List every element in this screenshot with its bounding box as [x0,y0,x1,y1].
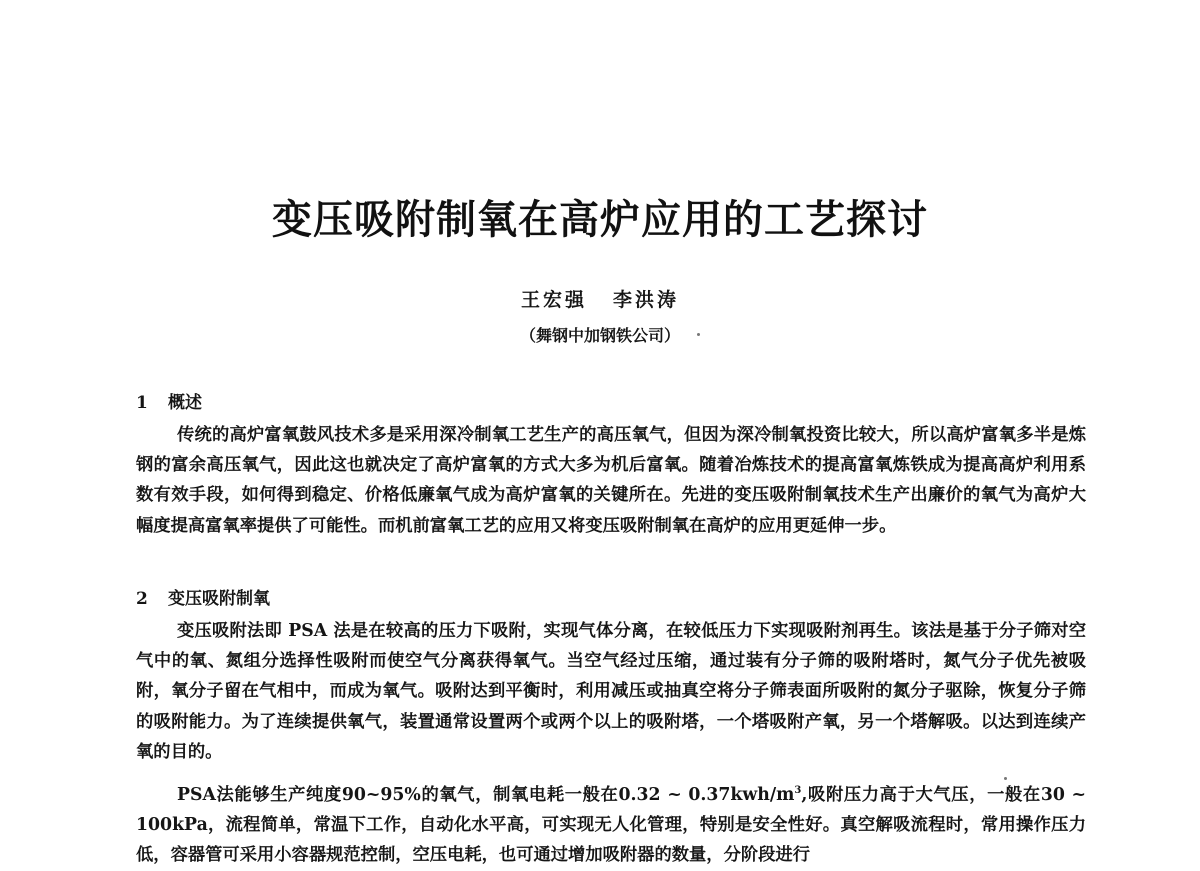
paper-title: 变压吸附制氧在高炉应用的工艺探讨 [272,196,928,243]
section-title: 变压吸附制氧 [168,589,270,609]
section-title: 概述 [168,393,202,413]
superscript: 3 [794,785,802,797]
author-name: 李洪涛 [613,289,680,311]
section-number: 2 [136,589,148,609]
paragraph-text: PSA法能够生产纯度90~95%的氧气，制氧电耗一般在0.32 ~ 0.37kwh/m [177,785,795,805]
author-list [0,285,1200,312]
author-name: 王宏强 [520,289,587,311]
author-affiliation: （舞钢中加钢铁公司） [519,326,680,345]
scan-speck [697,333,700,336]
section-heading [136,587,270,611]
section-number: 1 [136,393,148,413]
scan-speck [1004,777,1007,780]
body-paragraph: 传统的高炉富氧鼓风技术多是采用深冷制氧工艺生产的高压氧气，但因为深冷制氧投资比较大，所以高炉富氧多半是炼钢的富余高压氧气，因此这也就决定了高炉富氧的方式大多为机后富氧。随着冶炼技术的提高富氧炼铁成为提高高炉利用系数有效手段，如何得到稳定、价格低廉氧气成为高炉富氧的关键所在。先进的变压吸附制氧技术生产出廉价的氧气为高炉大幅度提高富氧率提供了可能性。而机前富氧工艺的应用又将变压吸附制氧在高炉的应用更延伸一步。 [136,425,1086,536]
section-heading [136,391,202,415]
body-paragraph: 变压吸附法即 PSA 法是在较高的压力下吸附，实现气体分离，在较低压力下实现吸附剂再生。该法是基于分子筛对空气中的氧、氮组分选择性吸附而使空气分离获得氧气。当空气经过压缩，通过装有分子筛的吸附塔时，氮气分子优先被吸附，氧分子留在气相中，而成为氧气。吸附达到平衡时，利用减压或抽真空将分子筛表面所吸附的氮分子驱除，恢复分子筛的吸附能力。为了连续提供氧气，装置通常设置两个或两个以上的吸附塔，一个塔吸附产氧，另一个塔解吸。以达到连续产氧的目的。 [136,621,1086,762]
body-paragraph [136,780,1086,871]
paragraph-text: ,吸附压力高于大气压，一般在30 ~ 100kPa，流程简单，常温下工作，自动化水平高，可实现无人化管理，特别是安全性好。真空解吸流程时，常用操作压力低，容器管可采用小容器规范控制，空压电耗，也可通过增加吸附器的数量，分阶段进行 [136,785,1086,866]
